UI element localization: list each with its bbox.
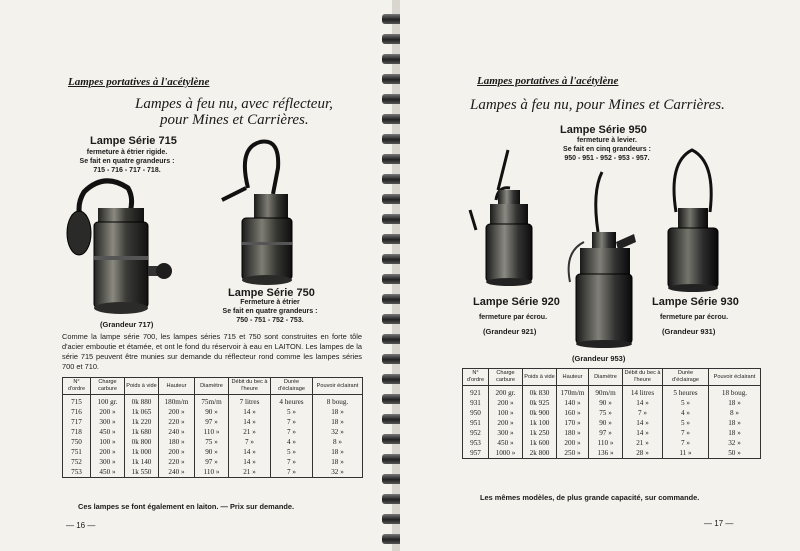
left-spec-table bbox=[62, 377, 363, 478]
lamp-715-grandeur: (Grandeur 717) bbox=[100, 320, 154, 329]
lamp-930-name: Lampe Série 930 bbox=[652, 296, 739, 308]
lamp-750-closure: Fermeture à étrier bbox=[240, 299, 300, 306]
left-page-number: — 16 — bbox=[66, 521, 96, 530]
table-row bbox=[463, 408, 761, 418]
column-header: Charge carbure bbox=[91, 378, 125, 395]
column-header: N° d'ordre bbox=[463, 369, 489, 386]
lamp-950-name: Lampe Série 950 bbox=[560, 124, 647, 136]
lamp-715-closure: fermeture à étrier rigide. bbox=[86, 149, 168, 156]
table-cell: 180 » bbox=[159, 437, 195, 447]
table-cell: 950 bbox=[463, 408, 489, 418]
table-cell: 21 » bbox=[229, 467, 271, 478]
table-cell: 18 » bbox=[313, 417, 363, 427]
right-spec-table bbox=[462, 368, 761, 459]
table-cell: 7 » bbox=[271, 427, 313, 437]
table-cell: 753 bbox=[63, 467, 91, 478]
table-row bbox=[63, 447, 363, 457]
table-cell: 5 » bbox=[663, 418, 709, 428]
table-cell: 110 » bbox=[195, 427, 229, 437]
table-cell: 21 » bbox=[623, 438, 663, 448]
table-cell: 450 » bbox=[489, 438, 523, 448]
table-cell: 90 » bbox=[195, 447, 229, 457]
table-cell: 450 » bbox=[91, 467, 125, 478]
lamp-950-sizes: 950 - 951 - 952 - 953 - 957. bbox=[564, 155, 650, 162]
table-cell: 200 gr. bbox=[489, 386, 523, 399]
lamp-950-caption bbox=[542, 136, 672, 163]
lamp-930-closure: fermeture par écrou. bbox=[659, 314, 729, 321]
table-cell: 14 » bbox=[229, 407, 271, 417]
table-row bbox=[463, 448, 761, 459]
table-cell: 14 » bbox=[229, 457, 271, 467]
left-page bbox=[0, 0, 392, 551]
table-cell: 100 gr. bbox=[91, 395, 125, 408]
table-row bbox=[463, 418, 761, 428]
table-cell: 90 » bbox=[195, 407, 229, 417]
table-header-row bbox=[463, 369, 761, 386]
table-cell: 952 bbox=[463, 428, 489, 438]
lamp-715-sizes-label: Se fait en quatre grandeurs : bbox=[79, 158, 175, 165]
table-cell: 75m/m bbox=[195, 395, 229, 408]
table-cell: 18 » bbox=[313, 447, 363, 457]
table-cell: 32 » bbox=[313, 427, 363, 437]
left-footer-note: Ces lampes se font également en laiton. — Prix sur demande. bbox=[78, 502, 295, 511]
table-cell: 180 » bbox=[557, 428, 589, 438]
table-cell: 11 » bbox=[663, 448, 709, 459]
table-cell: 718 bbox=[63, 427, 91, 437]
table-cell: 5 » bbox=[271, 447, 313, 457]
column-header: Hauteur bbox=[557, 369, 589, 386]
table-cell: 14 » bbox=[229, 417, 271, 427]
table-cell: 90m/m bbox=[589, 386, 623, 399]
lamp-750-caption bbox=[218, 298, 322, 325]
table-cell: 75 » bbox=[589, 408, 623, 418]
right-page-number: — 17 — bbox=[704, 519, 734, 528]
table-cell: 14 » bbox=[623, 398, 663, 408]
table-cell: 0k 900 bbox=[523, 408, 557, 418]
table-cell: 18 » bbox=[709, 428, 761, 438]
table-cell: 0k 830 bbox=[523, 386, 557, 399]
table-cell: 8 » bbox=[709, 408, 761, 418]
table-cell: 5 » bbox=[663, 398, 709, 408]
left-title-line1: Lampes à feu nu, avec réflecteur, bbox=[135, 96, 333, 112]
column-header: Pouvoir éclairant bbox=[709, 369, 761, 386]
table-cell: 50 » bbox=[709, 448, 761, 459]
table-cell: 1k 000 bbox=[125, 447, 159, 457]
table-row bbox=[463, 438, 761, 448]
table-cell: 931 bbox=[463, 398, 489, 408]
table-cell: 100 » bbox=[489, 408, 523, 418]
table-cell: 32 » bbox=[313, 467, 363, 478]
column-header: Débit du bec à l'heure bbox=[623, 369, 663, 386]
table-cell: 18 » bbox=[313, 407, 363, 417]
table-cell: 75 » bbox=[195, 437, 229, 447]
table-cell: 951 bbox=[463, 418, 489, 428]
table-cell: 100 » bbox=[91, 437, 125, 447]
table-header-row bbox=[63, 378, 363, 395]
table-cell: 14 » bbox=[623, 428, 663, 438]
right-heading: Lampes portatives à l'acétylène bbox=[477, 75, 619, 87]
table-cell: 220 » bbox=[159, 457, 195, 467]
table-cell: 8 » bbox=[313, 437, 363, 447]
table-cell: 0k 925 bbox=[523, 398, 557, 408]
column-header: Diamètre bbox=[589, 369, 623, 386]
table-cell: 7 litres bbox=[229, 395, 271, 408]
lamp-920-name: Lampe Série 920 bbox=[473, 296, 560, 308]
table-cell: 200 » bbox=[489, 398, 523, 408]
table-cell: 110 » bbox=[195, 467, 229, 478]
lamp-715-caption bbox=[72, 148, 182, 175]
column-header: Poids à vide bbox=[523, 369, 557, 386]
table-cell: 2k 800 bbox=[523, 448, 557, 459]
lamp-715-name: Lampe Série 715 bbox=[90, 135, 177, 147]
table-cell: 7 » bbox=[229, 437, 271, 447]
table-cell: 8 boug. bbox=[313, 395, 363, 408]
table-cell: 7 » bbox=[663, 428, 709, 438]
table-cell: 450 » bbox=[91, 427, 125, 437]
table-row bbox=[63, 437, 363, 447]
column-header: N° d'ordre bbox=[63, 378, 91, 395]
table-row bbox=[463, 386, 761, 399]
table-cell: 18 » bbox=[709, 418, 761, 428]
lamp-715-image bbox=[64, 178, 176, 318]
table-cell: 180m/m bbox=[159, 395, 195, 408]
table-row bbox=[63, 395, 363, 408]
table-cell: 250 » bbox=[557, 448, 589, 459]
table-cell: 4 » bbox=[271, 437, 313, 447]
lamp-950-sizes-label: Se fait en cinq grandeurs : bbox=[563, 146, 651, 153]
table-cell: 200 » bbox=[489, 418, 523, 428]
table-cell: 752 bbox=[63, 457, 91, 467]
table-cell: 240 » bbox=[159, 467, 195, 478]
table-cell: 7 » bbox=[271, 417, 313, 427]
table-cell: 1k 100 bbox=[523, 418, 557, 428]
table-cell: 1k 065 bbox=[125, 407, 159, 417]
column-header: Poids à vide bbox=[125, 378, 159, 395]
table-cell: 18 » bbox=[709, 398, 761, 408]
table-row bbox=[63, 407, 363, 417]
lamp-715-sizes: 715 - 716 - 717 - 718. bbox=[93, 167, 161, 174]
lamp-930-grandeur: (Grandeur 931) bbox=[662, 327, 716, 336]
table-cell: 220 » bbox=[159, 417, 195, 427]
table-cell: 300 » bbox=[489, 428, 523, 438]
table-cell: 7 » bbox=[663, 438, 709, 448]
table-cell: 7 » bbox=[271, 457, 313, 467]
lamp-920-closure: fermeture par écrou. bbox=[478, 314, 548, 321]
lamp-750-sizes: 750 - 751 - 752 - 753. bbox=[236, 317, 304, 324]
table-cell: 14 litres bbox=[623, 386, 663, 399]
table-cell: 90 » bbox=[589, 398, 623, 408]
table-cell: 14 » bbox=[623, 418, 663, 428]
table-cell: 18 » bbox=[313, 457, 363, 467]
table-row bbox=[63, 467, 363, 478]
table-cell: 953 bbox=[463, 438, 489, 448]
lamp-920-grandeur: (Grandeur 921) bbox=[483, 327, 537, 336]
lamp-920-image bbox=[468, 150, 538, 285]
column-header: Durée d'éclairage bbox=[663, 369, 709, 386]
table-cell: 1k 250 bbox=[523, 428, 557, 438]
lamp-750-name: Lampe Série 750 bbox=[228, 287, 315, 299]
table-cell: 170 » bbox=[557, 418, 589, 428]
table-cell: 200 » bbox=[159, 407, 195, 417]
table-cell: 1k 600 bbox=[523, 438, 557, 448]
table-row bbox=[63, 427, 363, 437]
table-cell: 240 » bbox=[159, 427, 195, 437]
table-cell: 160 » bbox=[557, 408, 589, 418]
table-cell: 200 » bbox=[91, 447, 125, 457]
table-cell: 4 heures bbox=[271, 395, 313, 408]
table-cell: 170m/m bbox=[557, 386, 589, 399]
left-title-line2: pour Mines et Carrières. bbox=[160, 112, 309, 128]
table-row bbox=[63, 417, 363, 427]
lamp-953-image bbox=[562, 172, 642, 348]
table-row bbox=[463, 398, 761, 408]
table-cell: 1k 220 bbox=[125, 417, 159, 427]
column-header: Hauteur bbox=[159, 378, 195, 395]
table-cell: 717 bbox=[63, 417, 91, 427]
lamp-930-image bbox=[658, 142, 728, 292]
table-cell: 7 » bbox=[271, 467, 313, 478]
table-cell: 97 » bbox=[195, 417, 229, 427]
table-cell: 97 » bbox=[589, 428, 623, 438]
table-cell: 21 » bbox=[229, 427, 271, 437]
description-paragraph: Comme la lampe série 700, les lampes séries 715 et 750 sont construites en forte tôle d'acier emboutie et étamée, et ont le fond du réservoir à eau en LAITON. Les lampes de la série 715 peuvent être munies sur demande du réflecteur rond comme les lampes séries 700 et 710. bbox=[62, 332, 362, 371]
table-cell: 5 heures bbox=[663, 386, 709, 399]
table-cell: 751 bbox=[63, 447, 91, 457]
column-header: Débit du bec à l'heure bbox=[229, 378, 271, 395]
table-cell: 300 » bbox=[91, 417, 125, 427]
table-cell: 1k 680 bbox=[125, 427, 159, 437]
table-cell: 14 » bbox=[229, 447, 271, 457]
right-title: Lampes à feu nu, pour Mines et Carrières. bbox=[470, 97, 725, 113]
lamp-953-grandeur: (Grandeur 953) bbox=[572, 354, 626, 363]
column-header: Diamètre bbox=[195, 378, 229, 395]
table-cell: 136 » bbox=[589, 448, 623, 459]
column-header: Charge carbure bbox=[489, 369, 523, 386]
table-cell: 1k 140 bbox=[125, 457, 159, 467]
table-cell: 90 » bbox=[589, 418, 623, 428]
table-cell: 750 bbox=[63, 437, 91, 447]
right-footer-note: Les mêmes modèles, de plus grande capacité, sur commande. bbox=[480, 493, 700, 502]
table-cell: 4 » bbox=[663, 408, 709, 418]
table-cell: 715 bbox=[63, 395, 91, 408]
right-page bbox=[400, 0, 800, 551]
table-cell: 0k 880 bbox=[125, 395, 159, 408]
lamp-750-sizes-label: Se fait en quatre grandeurs : bbox=[222, 308, 318, 315]
table-cell: 300 » bbox=[91, 457, 125, 467]
table-row bbox=[463, 428, 761, 438]
table-cell: 0k 800 bbox=[125, 437, 159, 447]
table-cell: 140 » bbox=[557, 398, 589, 408]
table-cell: 5 » bbox=[271, 407, 313, 417]
column-header: Durée d'éclairage bbox=[271, 378, 313, 395]
table-cell: 7 » bbox=[623, 408, 663, 418]
lamp-950-closure: fermeture à levier. bbox=[577, 137, 637, 144]
table-cell: 716 bbox=[63, 407, 91, 417]
lamp-750-image bbox=[218, 138, 308, 284]
table-cell: 1000 » bbox=[489, 448, 523, 459]
table-cell: 1k 550 bbox=[125, 467, 159, 478]
table-cell: 957 bbox=[463, 448, 489, 459]
table-cell: 200 » bbox=[91, 407, 125, 417]
table-cell: 200 » bbox=[557, 438, 589, 448]
table-cell: 32 » bbox=[709, 438, 761, 448]
table-cell: 28 » bbox=[623, 448, 663, 459]
table-cell: 97 » bbox=[195, 457, 229, 467]
left-heading: Lampes portatives à l'acétylène bbox=[68, 76, 210, 88]
table-cell: 18 boug. bbox=[709, 386, 761, 399]
table-row bbox=[63, 457, 363, 467]
column-header: Pouvoir éclairant bbox=[313, 378, 363, 395]
table-cell: 921 bbox=[463, 386, 489, 399]
table-cell: 200 » bbox=[159, 447, 195, 457]
table-cell: 110 » bbox=[589, 438, 623, 448]
